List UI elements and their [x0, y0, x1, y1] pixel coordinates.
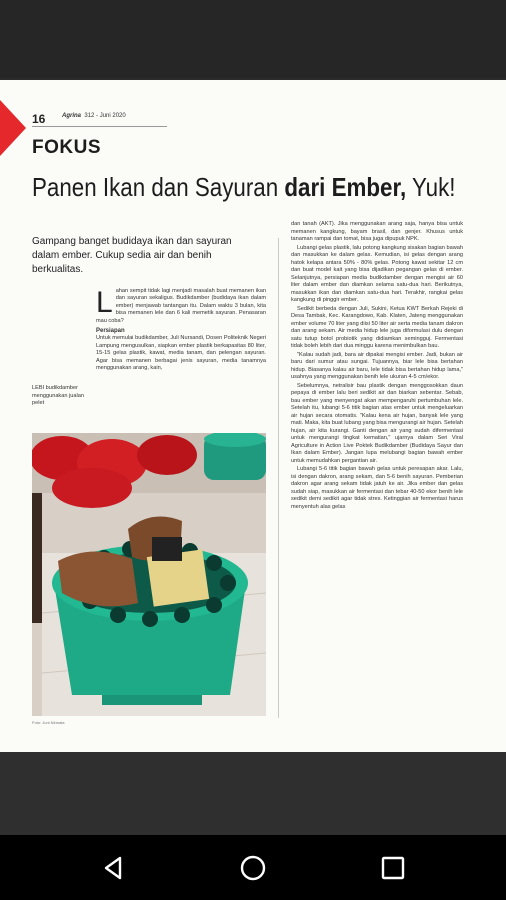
intro-text: ahan sempit tidak lagi menjadi masalah buat memanen ikan dan sayuran sekaligus. Budikdamber (budidaya ikan dalam ember) menjawab tantangan itu. Dalam waktu 3 bulan, kita bisa memanen lele dan 6 kali memetik sayuran. Penasaran mau coba?	[96, 288, 266, 324]
title-part-bold: dari Ember,	[284, 172, 407, 202]
top-bar	[0, 0, 506, 78]
photo-credit: Foto: Juni Nirmala	[32, 720, 65, 725]
home-button[interactable]	[236, 851, 270, 885]
article-column-right	[291, 221, 463, 512]
recents-button[interactable]	[376, 851, 410, 885]
home-icon	[236, 851, 270, 885]
title-part-normal: Panen Ikan dan Sayuran	[32, 172, 285, 202]
article-column-middle	[96, 288, 266, 373]
recents-icon	[376, 851, 410, 885]
column-divider	[278, 238, 279, 718]
magazine-name: Agrina	[62, 113, 82, 119]
title-part-end: Yuk!	[406, 172, 456, 202]
drop-cap: L	[96, 286, 113, 319]
photo-caption: LEBI budikdamber menggunakan jualan pelet	[32, 385, 84, 406]
article-title	[32, 172, 455, 203]
intro-paragraph	[96, 288, 266, 325]
back-icon	[96, 851, 130, 885]
article-photo	[32, 433, 266, 716]
article-lead: Gampang banget budidaya ikan dan sayuran dalam ember. Cukup sedia air dan benih berkualitas.	[32, 236, 232, 275]
right-paragraph: Sedikit berbeda dengan Juli, Sukini, Ketua KWT Berkah Rejeki di Desa Tambak, Kec. Karangdowo, Kab. Klaten, Jateng menggunakan ember volume 70 liter yang diisi 50 liter air serta media tanam dakron dan arang sekam. Air media hidup lele juga diformulasi dulu dengan satu tutup botol probiotik yang didiamkan semingguj. Fermentasi tidak boleh lebih dari dua minggu karena menimbulkan bau.	[291, 305, 463, 349]
viewer-bottom-area	[0, 752, 506, 835]
magazine-page[interactable]	[0, 80, 506, 752]
photo-illustration	[32, 433, 266, 716]
android-nav-bar	[0, 835, 506, 900]
page-number: 16	[32, 112, 46, 126]
right-paragraph: "Kalau sudah jadi, bara air dipakai mengisi ember. Jadi, bukan air baru dari sumur atau sungai. Tujuannya, biar lele bisa bertahan hidup. Biasanya kalau air baru, lele tidak bisa bertahan hidup lama," usahnya yang menggunakan benih lele ukuran 4-5 cm/ekor.	[291, 351, 463, 380]
right-paragraph: Lubangi 5-6 titik bagian bawah gelas untuk peresapan akar. Lalu, isi dengan dakron, arang sekam, dan 5-6 benih sayuran. Pemberian dakron agar arang sekam tidak jatuh ke air. Jika ember dan gelas sudah siap, masukkan air fermentasi dan tebar 40-50 ekor benih lele sedikit demi sedikit agar tidak stres. Ketinggian air fermentasi harus menyentuh alas gelas	[291, 466, 463, 510]
right-paragraph: Sebelumnya, netralisir bau plastik dengan menggosokkan daun pepaya di ember lalu beri sedikit air dan biarkan sebentar. Sebab, bau ember yang menyengat akan mempengaruhi pertumbuhan lele. Setelah itu, lubangi 5-6 titik bagian atas ember untuk mengeluarkan air hujan secara otomatis. "Kalau kena air hujan, banyak lele yang mati. Maka, kita buat lubang yang bisa mengurangi air hujan. Setelah hujan, air kita kurangi. Ganti dengan air yang sudah difermentasi untuk mengurangi tingkat kematian," ujarnya dalam Seri Viral Agriculture in Action Live Poktek Budikdamber (Budidaya Sayur dan Ikan dalam Ember). Jangan lupa melubangi bagian bawah ember untuk memudahkan pergantian air.	[291, 382, 463, 464]
section-label: FOKUS	[32, 137, 101, 158]
back-button[interactable]	[96, 851, 130, 885]
right-paragraph: dan tanah (AKT). Jika menggunakan arang saja, hanya bisa untuk memanen kangkung, bayam brasil, dan genjer. Khusus untuk tanaman rampai dan tomat, bisa juga dipupuk NPK.	[291, 221, 463, 242]
issue-label: 312 - Juni 2020	[84, 113, 126, 119]
red-tab-marker	[0, 100, 26, 156]
mid-paragraph: Untuk memulai budikdamber, Juli Nursandi, Dosen Politeknik Negeri Lampung mengusulkan, siapkan ember plastik berkapasitas 80 liter, 15-15 gelas plastik, kawat, media tanam, dan pelengan sayuran. Agar bisa memanen berbagai jenis sayuran, media tanamnya menggunakan arang, kain,	[96, 335, 266, 372]
right-paragraph: Lubangi gelas plastik, lalu potong kangkung sisakan bagian bawah dan masukkan ke dalam gelas. Kemudian, isi gelas dengan arang hatok kelapa antara 50% - 80% gelas. Potong kawat sekitar 12 cm dan buat model kait yang bisa dijadikan pegangan gelas di ember. Selanjutnya, persiapan media budikdamber dengan mengisi air 60 liter dalam ember dan diamkan selama satu-dua hari. Berikutnya, masukkan ikan dan diamkan satu-dua hari. Terakhir, rangkai gelas kangkung di pinggir ember.	[291, 244, 463, 303]
subheading: Persiapan	[96, 328, 125, 335]
header-rule	[32, 126, 167, 127]
magazine-issue	[62, 113, 126, 119]
